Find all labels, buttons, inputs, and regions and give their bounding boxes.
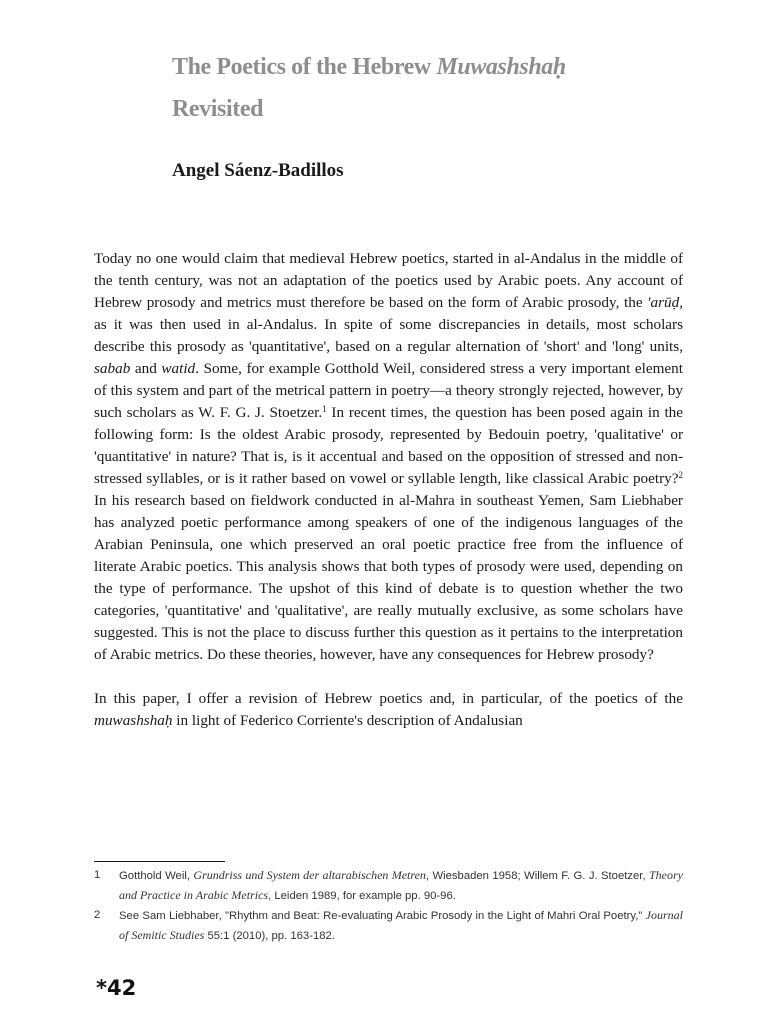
footnote-number: 2 [94,909,101,921]
fn1-text-e: , Leiden 1989, for example pp. 90-96. [268,890,456,902]
footnote-divider [94,861,225,862]
p1-text-6: In his research based on fieldwork conducted in al-Mahra in southeast Yemen, Sam Liebhaber has analyzed poetic performance among speakers of one of the indigenous languages of the Arabian Peninsula, one which preserved an oral poetic practice free from the influence of literate Arabic poetics. This analysis shows that both types of prosody were used, depending on the type of performance. The upshot of this kind of debate is to question whether the two categories, 'quantitative' and 'qualitative', are really mutually exclusive, as some scholars have suggested. This is not the place to discuss further this question as it pertains to the interpretation of Arabic metrics. Do these theories, however, have any consequences for Hebrew prosody? [94,492,683,663]
main-text [94,248,683,732]
p2-term-muwashshah: muwashshaḥ [94,712,173,729]
p1-term-arud: 'arūḍ, [647,294,683,311]
footnote-text [119,906,683,946]
fn2-text-c: 55:1 (2010), pp. 163-182. [204,930,335,942]
p1-text-2: as it was then used in al-Andalus. In spite of some discrepancies in details, most scholars describe this prosody as 'quantitative', based on a regular alternation of 'short' and 'long' units, [94,316,683,355]
article-title [172,46,692,130]
title-line-2: Revisited [172,96,264,122]
p1-text-3: and [130,360,162,377]
paragraph-2 [94,688,683,732]
title-text: The Poetics of the Hebrew [172,54,437,80]
fn2-text-a: See Sam Liebhaber, "Rhythm and Beat: Re-evaluating Arabic Prosody in the Light of Mahri Oral Poetry," [119,910,646,922]
page-number: *42 [96,976,137,1000]
fn1-book-title-1: Grundriss und System der altarabischen Metren [193,868,426,882]
p1-term-watid: watid [161,360,196,377]
footnote-1 [94,866,683,906]
footnote-number: 1 [94,869,101,881]
footnotes [94,866,683,946]
p2-text-2: in light of Federico Corriente's description of Andalusian [172,712,523,729]
fn1-text-a: Gotthold Weil, [119,870,194,882]
fn1-text-c: , Wiesbaden 1958; Willem F. G. J. Stoetzer, [425,870,649,882]
footnote-ref-2[interactable]: 2 [678,470,683,480]
title-italic-term: Muwashshaḥ [436,54,566,80]
p1-term-sabab: sabab [94,360,131,377]
fn1-book-title-2: Theory and Practice in Arabic Metrics [119,868,683,902]
fn2-journal-title: Journal of Semitic Studies [119,908,683,942]
footnote-ref-1[interactable]: 1 [322,404,327,414]
footnote-text [119,866,683,906]
author-name: Angel Sáenz-Badillos [172,160,344,181]
p1-text-1: Today no one would claim that medieval Hebrew poetics, started in al-Andalus in the middle of the tenth century, was not an adaptation of the poetics used by Arabic poets. Any account of Hebrew prosody and metrics must therefore be based on the form of Arabic prosody, the [94,250,683,311]
p1-text-4: . Some, for example Gotthold Weil, considered stress a very important element of this system and part of the metrical pattern in poetry—a theory strongly rejected, however, by such scholars as W. F. G. J. Stoetzer. [94,360,683,421]
paragraph-1 [94,248,683,666]
footnote-2 [94,906,683,946]
p2-text-1: In this paper, I offer a revision of Hebrew poetics and, in particular, of the poetics of the [94,690,683,707]
p1-text-5: In recent times, the question has been posed again in the following form: Is the oldest Arabic prosody, represented by Bedouin poetry, 'qualitative' or 'quantitative' in nature? That is, is it accentual and based on the opposition of stressed and non-stressed syllables, or is it rather based on vowel or syllable length, like classical Arabic poetry? [94,404,683,487]
